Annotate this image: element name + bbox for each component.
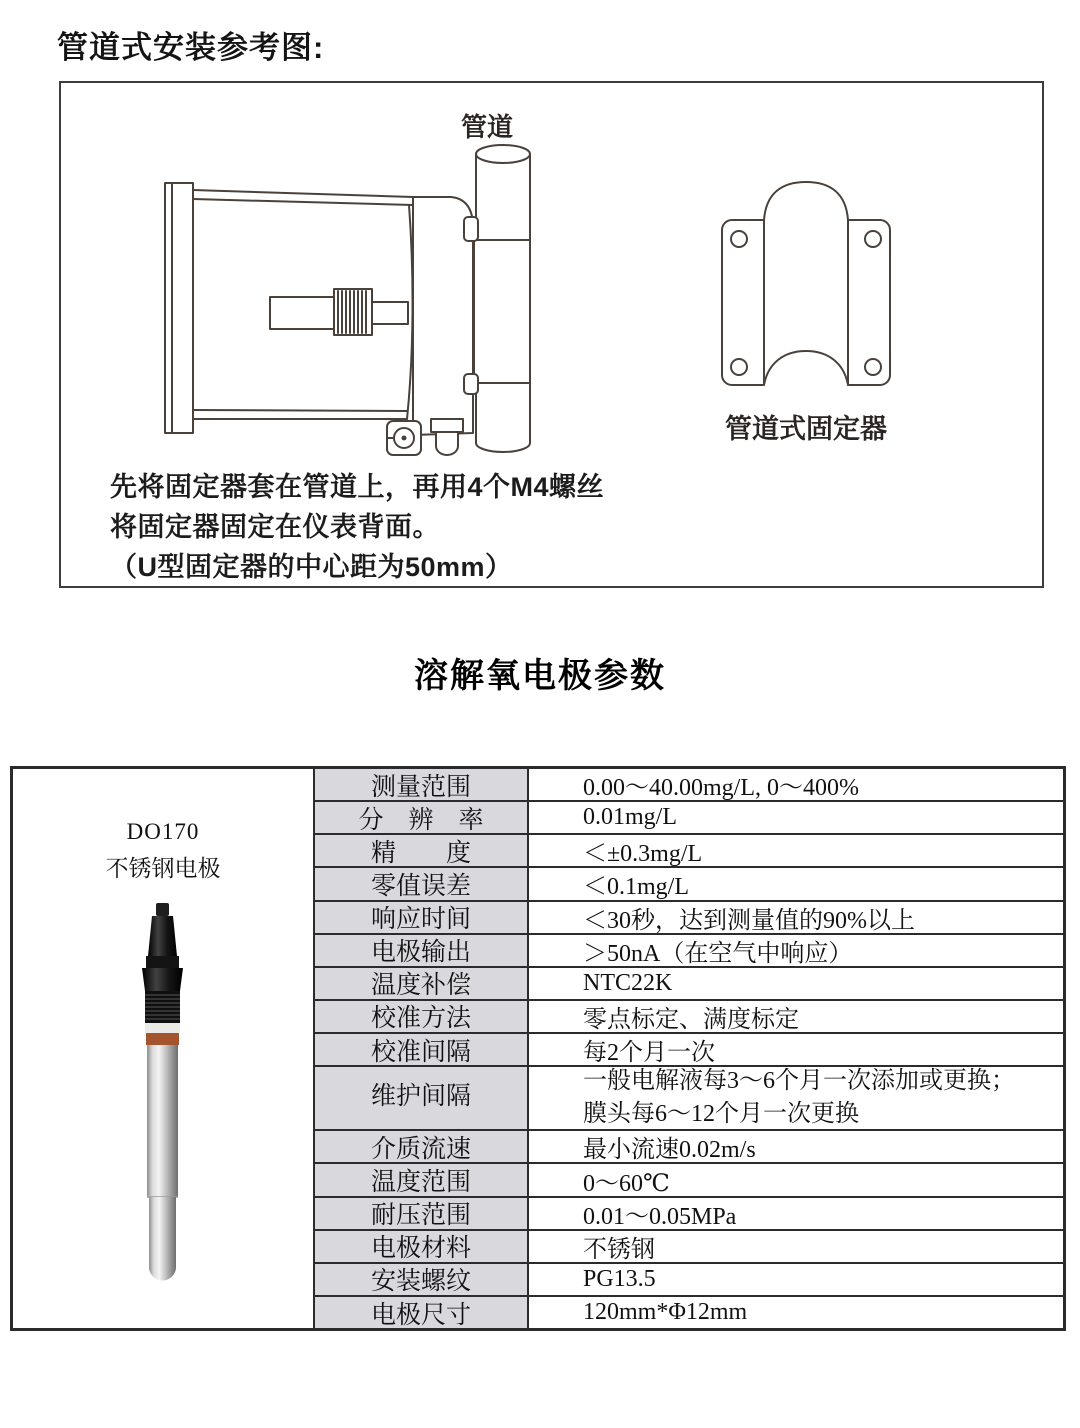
value-cell: 最小流速0.02m/s <box>583 1137 756 1164</box>
table-row <box>315 800 1063 833</box>
table-row <box>315 866 1063 899</box>
instruction-line: 先将固定器套在管道上，再用4个M4螺丝 <box>110 472 605 502</box>
table-row <box>315 1262 1063 1295</box>
table-row <box>315 1065 1063 1129</box>
value-cell: 每2个月一次 <box>583 1040 715 1067</box>
table-row <box>315 900 1063 933</box>
value-cell: 0.01mg/L <box>583 804 677 831</box>
table-row <box>315 1196 1063 1229</box>
param-cell: 校准方法 <box>315 1001 529 1032</box>
instruction-line: 将固定器固定在仪表背面。 <box>110 512 440 542</box>
pipe-label: 管道 <box>460 112 513 142</box>
value-cell: NTC22K <box>583 969 673 996</box>
value-cell: ＜0.1mg/L <box>583 874 689 901</box>
param-cell: 零值误差 <box>315 868 529 899</box>
section-heading: 溶解氧电极参数 <box>414 657 666 695</box>
value-cell: 0～60℃ <box>583 1170 670 1197</box>
value-cell: PG13.5 <box>583 1265 656 1292</box>
installation-diagram-box <box>59 81 1044 588</box>
table-row <box>315 1162 1063 1195</box>
value-cell: 0.01～0.05MPa <box>583 1203 737 1230</box>
value-cell: 不锈钢 <box>583 1236 655 1263</box>
value-cell: ＞50nA（在空气中响应） <box>583 940 853 967</box>
electrode-model-subtitle: 不锈钢电极 <box>105 856 221 881</box>
param-cell: 维护间隔 <box>315 1067 529 1129</box>
value-cell <box>529 1067 1063 1129</box>
value-line: 膜头每6～12个月一次更换 <box>583 1101 859 1128</box>
table-row <box>315 999 1063 1032</box>
value-line: 一般电解液每3～6个月一次添加或更换； <box>583 1068 1015 1095</box>
table-row <box>315 1129 1063 1162</box>
value-cell: 0.00～40.00mg/L, 0～400% <box>583 775 859 802</box>
table-row <box>315 1032 1063 1065</box>
value-cell: ＜±0.3mg/L <box>583 841 703 868</box>
param-cell: 温度补偿 <box>315 968 529 999</box>
value-cell: 120mm*Φ12mm <box>583 1299 748 1326</box>
value-cell: 零点标定、满度标定 <box>583 1006 799 1033</box>
electrode-spec-table <box>10 766 1066 1331</box>
param-cell: 电极输出 <box>315 935 529 966</box>
page-title: 管道式安装参考图: <box>57 30 325 65</box>
fixture-label: 管道式固定器 <box>725 414 887 444</box>
electrode-photo-cell <box>13 769 315 1328</box>
param-cell: 介质流速 <box>315 1131 529 1162</box>
param-cell: 精 度 <box>315 835 529 866</box>
param-cell: 响应时间 <box>315 902 529 933</box>
table-row <box>315 1229 1063 1262</box>
installation-instructions <box>110 467 604 587</box>
param-cell: 电极材料 <box>315 1231 529 1262</box>
table-row <box>315 1295 1063 1328</box>
param-cell: 电极尺寸 <box>315 1297 529 1328</box>
param-cell: 耐压范围 <box>315 1198 529 1229</box>
param-cell: 校准间隔 <box>315 1034 529 1065</box>
electrode-table-rows <box>315 769 1063 1328</box>
instruction-line: （U型固定器的中心距为50mm） <box>110 552 513 582</box>
table-row <box>315 833 1063 866</box>
value-cell: ＜30秒，达到测量值的90%以上 <box>583 907 915 934</box>
table-row <box>315 966 1063 999</box>
param-cell: 测量范围 <box>315 769 529 800</box>
table-row <box>315 769 1063 800</box>
param-cell: 温度范围 <box>315 1164 529 1195</box>
param-cell: 分 辨 率 <box>315 802 529 833</box>
electrode-photo <box>140 903 186 1283</box>
electrode-model: DO170 <box>126 819 200 844</box>
param-cell: 安装螺纹 <box>315 1264 529 1295</box>
table-row <box>315 933 1063 966</box>
